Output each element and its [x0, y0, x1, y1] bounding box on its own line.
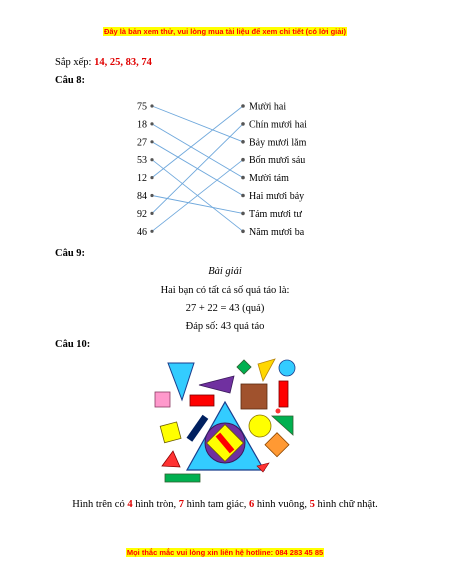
yellow-circle [249, 415, 271, 437]
right-dot [241, 104, 245, 108]
solution-line-2: 27 + 22 = 43 (quả) [185, 303, 265, 314]
answer-part-1: Hình trên có [72, 499, 128, 510]
answer-part-2: hình tròn, [132, 499, 179, 510]
solution-line-1: Hai bạn có tất cả số quả táo là: [160, 285, 290, 296]
right-dot [241, 194, 245, 198]
left-dot [150, 158, 153, 161]
yellow-square-tilted [160, 422, 181, 443]
left-dot [150, 122, 153, 125]
purple-triangle [199, 376, 234, 393]
preview-notice-text: Đây là bản xem thử, vui lòng mua tài liệu để xem chi tiết (có lời giải) [103, 27, 347, 36]
q9-title: Câu 9: [55, 248, 86, 259]
q10-title: Câu 10: [55, 339, 91, 350]
right-dot [241, 230, 245, 234]
match-line-18 [152, 124, 243, 178]
answer-part-4: hình vuông, [254, 499, 310, 510]
left-dot [150, 104, 153, 107]
green-rectangle [165, 474, 200, 482]
triangle-count: 7 [178, 499, 184, 510]
word-label: Năm mươi ba [249, 226, 305, 238]
left-dot [150, 212, 153, 215]
match-line-75 [152, 106, 243, 142]
red-rectangle-tall [279, 381, 288, 407]
word-label: Mười tám [249, 173, 289, 185]
right-dot [241, 140, 245, 144]
word-label: Hai mươi bảy [249, 191, 305, 202]
left-dot [150, 230, 153, 233]
word-label: Tám mươi tư [249, 208, 302, 220]
right-dot [241, 158, 245, 162]
green-diamond-small [237, 360, 251, 374]
number-label: 46 [137, 226, 147, 238]
number-label: 53 [137, 155, 147, 167]
word-label: Bốn mươi sáu [249, 155, 306, 167]
sort-values: 14, 25, 83, 74 [94, 57, 152, 68]
red-triangle-small [162, 451, 180, 467]
word-label: Chín mươi hai [249, 119, 307, 131]
match-line-84 [152, 196, 243, 214]
number-label: 18 [137, 119, 147, 131]
word-label: Bảy mươi lăm [249, 137, 307, 149]
solution-heading: Bài giải [208, 266, 242, 277]
sort-label: Sắp xếp: [55, 57, 92, 68]
hotline-text: Mọi thắc mắc vui lòng xin liên hệ hotline: 084 283 45 85 [126, 548, 324, 557]
shapes-figure [150, 355, 305, 488]
word-label: Mười hai [249, 101, 287, 113]
red-rectangle-wide [190, 395, 214, 406]
red-dot [276, 409, 281, 414]
cyan-triangle-top [168, 363, 194, 400]
answer-part-5: hình chữ nhật. [314, 499, 378, 510]
answer-part-3: hình tam giác, [183, 499, 249, 510]
left-dot [150, 194, 153, 197]
green-triangle [272, 416, 293, 435]
left-dot [150, 140, 153, 143]
orange-diamond [265, 433, 289, 457]
match-line-92 [152, 124, 243, 213]
number-label: 92 [137, 208, 147, 220]
solution-answer: Đáp số: 43 quả táo [185, 321, 265, 332]
number-label: 75 [137, 101, 147, 113]
rectangle-count: 5 [309, 499, 315, 510]
right-dot [241, 122, 245, 126]
circle-count: 4 [127, 499, 133, 510]
number-label: 84 [137, 191, 147, 202]
right-dot [241, 176, 245, 180]
q10-answer [0, 499, 450, 510]
brown-square [241, 384, 267, 409]
match-line-12 [152, 106, 243, 178]
square-count: 6 [248, 499, 255, 510]
number-label: 27 [137, 137, 147, 149]
pink-square [155, 392, 170, 407]
blue-circle-top [279, 360, 295, 376]
hotline-notice [0, 548, 450, 557]
number-label: 12 [137, 173, 147, 185]
left-dot [150, 176, 153, 179]
right-dot [241, 212, 245, 216]
yellow-triangle [258, 359, 275, 381]
q8-title: Câu 8: [55, 75, 86, 86]
